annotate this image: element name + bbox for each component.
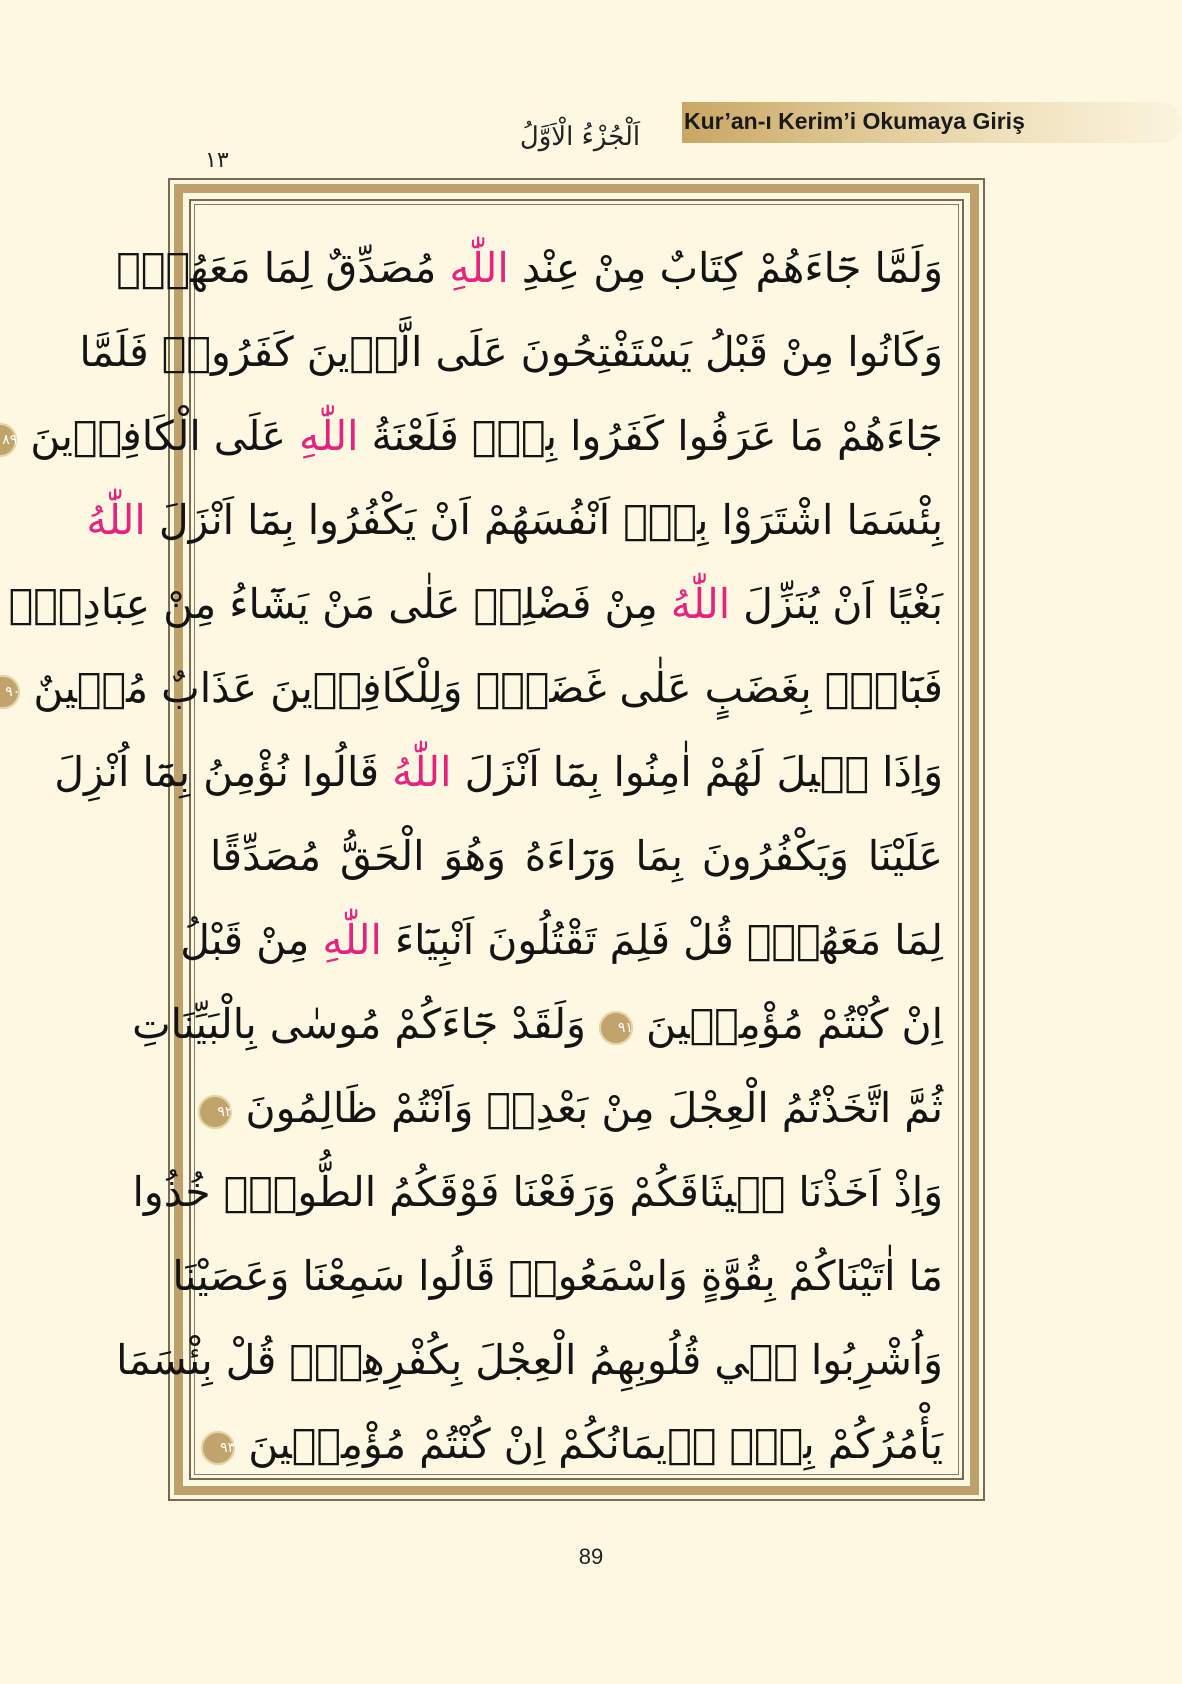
- allah-word: اللّٰهِ: [299, 412, 359, 460]
- verse-line: [116, 1318, 943, 1402]
- verse-text: بَغْيًا اَنْ يُنَزِّلَ: [730, 580, 943, 628]
- verse-line: [54, 730, 943, 814]
- ayah-number-marker: ٨٩: [0, 423, 17, 457]
- juz-title: اَلْجُزْءُ الْاَوَّلُ: [519, 122, 641, 152]
- verse-text: وَلَقَدْ جَٓاءَكُمْ مُوسٰى بِالْبَيِّنَاتِ: [132, 1000, 599, 1048]
- allah-word: اللّٰهِ: [322, 916, 382, 964]
- allah-word: اللّٰهُ: [670, 580, 731, 628]
- verse-line: [210, 814, 943, 898]
- verse-text: وَكَانُوا مِنْ قَبْلُ يَسْتَفْتِحُونَ عَلَى الَّذ۪ينَ كَفَرُواۚ فَلَمَّا: [79, 328, 943, 376]
- verse-line: [132, 982, 943, 1066]
- verse-text: اِنْ كُنْتُمْ مُؤْمِن۪ينَ: [632, 1000, 943, 1048]
- verse-line: [79, 310, 943, 394]
- verse-line: [86, 478, 943, 562]
- verse-line: [8, 562, 943, 646]
- verse-line: [172, 1234, 943, 1318]
- ayah-number-marker: ٩١: [599, 1011, 633, 1045]
- verse-text: فَبَٓاؤُ۫ بِغَضَبٍ عَلٰى غَضَبٍۜ وَلِلْكَافِر۪ينَ عَذَابٌ مُه۪ينٌ: [20, 664, 943, 712]
- page-number-arabic: ١٣: [205, 148, 229, 173]
- allah-word: اللّٰهُ: [392, 748, 452, 796]
- verse-text: مَٓا اٰتَيْنَاكُمْ بِقُوَّةٍ وَاسْمَعُواۜ قَالُوا سَمِعْنَا وَعَصَيْنَا: [172, 1252, 943, 1300]
- verse-text: عَلَيْنَا وَيَكْفُرُونَ بِمَا وَرَٓاءَهُ وَهُوَ الْحَقُّ مُصَدِّقًا: [210, 832, 943, 880]
- verse-line: [116, 226, 943, 310]
- ayah-number-marker: ٩٢: [198, 1095, 232, 1129]
- verse-line: [210, 1066, 943, 1150]
- allah-word: اللّٰهُ: [86, 496, 146, 544]
- verse-text: مِنْ قَبْلُ: [180, 916, 323, 964]
- verse-text: وَاُشْرِبُوا ف۪ي قُلُوبِهِمُ الْعِجْلَ بِكُفْرِهِمْۜ قُلْ بِئْسَمَا: [116, 1336, 943, 1384]
- allah-word: اللّٰهِ: [449, 244, 509, 292]
- ayah-number-marker: ٩٣: [201, 1431, 235, 1465]
- verse-text: جَٓاءَهُمْ مَا عَرَفُوا كَفَرُوا بِه۪ۘ فَلَعْنَةُ: [358, 412, 943, 460]
- book-title: Kur’an-ı Kerim’i Okumaya Giriş: [684, 108, 1025, 134]
- verse-line: [210, 1402, 943, 1486]
- verse-line: [132, 1150, 943, 1234]
- verse-text: يَأْمُرُكُمْ بِه۪ٓ ا۪يمَانُكُمْ اِنْ كُنْتُمْ مُؤْمِن۪ينَ: [235, 1420, 943, 1468]
- verse-text: وَاِذْ اَخَذْنَا م۪يثَاقَكُمْ وَرَفَعْنَا فَوْقَكُمُ الطُّورَۜ خُذُوا: [132, 1168, 943, 1216]
- verse-text: مُصَدِّقٌ لِمَا مَعَهُمْۙ: [116, 244, 450, 292]
- verse-line: [5, 646, 943, 730]
- verse-text: وَاِذَا ق۪يلَ لَهُمْ اٰمِنُوا بِمَٓا اَنْزَلَ: [451, 748, 943, 796]
- verse-text: وَلَمَّا جَٓاءَهُمْ كِتَابٌ مِنْ عِنْدِ: [508, 244, 943, 292]
- verse-text: عَلَى الْكَافِر۪ينَ: [17, 412, 300, 460]
- verse-text: قَالُوا نُؤْمِنُ بِمَٓا اُنْزِلَ: [54, 748, 393, 796]
- verse-line: [2, 394, 943, 478]
- verse-text: مِنْ فَضْلِه۪ عَلٰى مَنْ يَشَٓاءُ مِنْ عِبَادِه۪ۚ: [8, 580, 671, 628]
- verse-text: لِمَا مَعَهُمْۜ قُلْ فَلِمَ تَقْتُلُونَ اَنْبِيَٓاءَ: [381, 916, 943, 964]
- verse-text: بِئْسَمَا اشْتَرَوْا بِه۪ٓ اَنْفُسَهُمْ اَنْ يَكْفُرُوا بِمَٓا اَنْزَلَ: [145, 496, 943, 544]
- ayah-number-marker: ٩٠: [0, 675, 20, 709]
- quran-text: [2, 226, 943, 1486]
- verse-text: ثُمَّ اتَّخَذْتُمُ الْعِجْلَ مِنْ بَعْدِه۪ وَاَنْتُمْ ظَالِمُونَ: [232, 1084, 943, 1132]
- verse-line: [180, 898, 943, 982]
- page-number: 89: [578, 1544, 604, 1569]
